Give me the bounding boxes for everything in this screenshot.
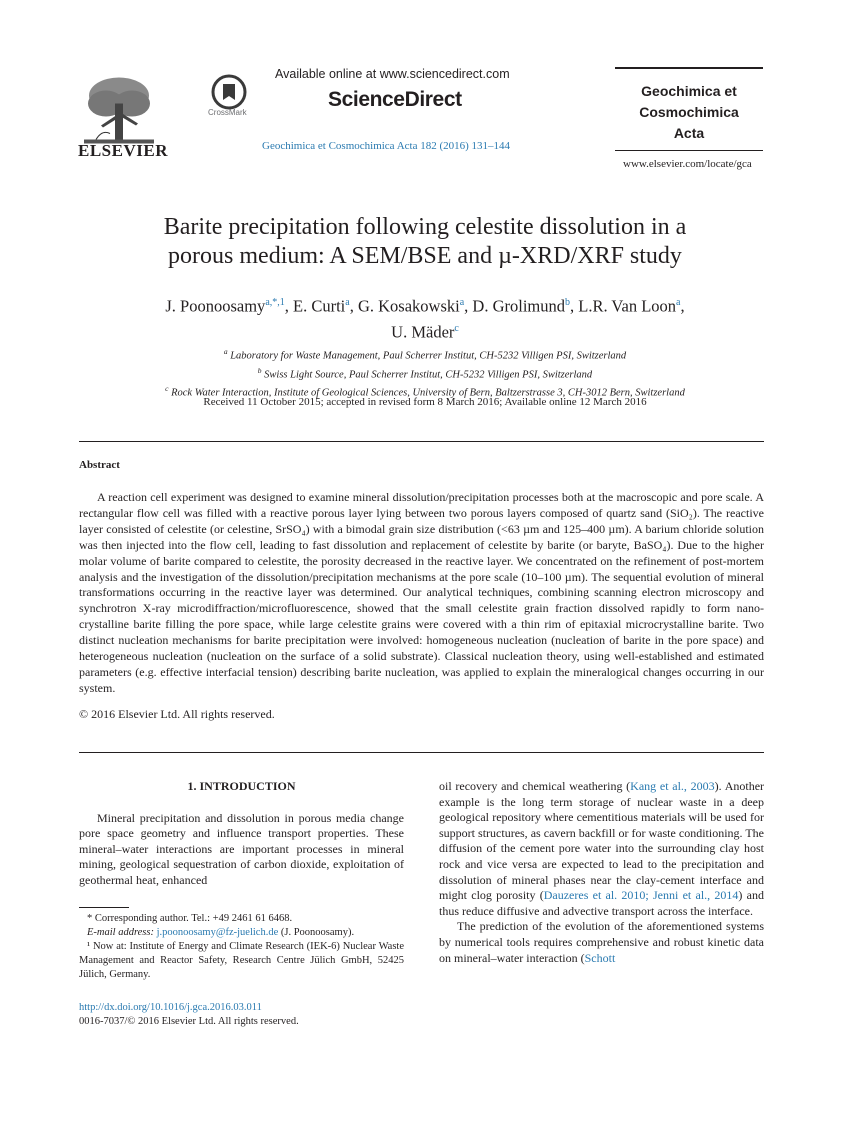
affiliation-marker: b [257, 365, 262, 375]
author-name: L.R. Van Loon [578, 296, 677, 316]
author-affiliation-marker[interactable]: a [676, 297, 681, 308]
author-name: U. Mäder [391, 322, 455, 341]
abstract-text: A reaction cell experiment was designed to examine mineral dissolution/precipitation processes both at the macroscopic and pore scale. A rectangular flow cell was filled with a reactive porous layer lying between two porous layers composed of quartz sand (SiO₂). The reactive layer consisted of celestite (or celestine, SrSO₄) with a bimodal grain size distribution (<63 µm and 125–400 µm). A barium chloride solution was then injected into the flow cell, leading to fast dissolution and replacement of celestite by barite (or baryte, BaSO₄). Due to the higher molar volume of barite compared to celestite, the porosity decreased in the reactive layer. We concentrated on the refinement of post-mortem analysis and the investigation of the dissolution/precipitation mechanisms at the pore scale (10–100 µm). The sequential evolution of mineral transformations occurring in the reactive layer was determined. Our analytical techniques, combining scanning electron microscopy and synchrotron X-ray microdiffraction/microfluorescence, showed that the small celestite grain fraction dissolved rapidly to form nano-crystalline barite filling the pore space, while large celestite grains were covered with a thin rim of epitaxial microcrystalline barite. Two distinct nucleation mechanisms for barite precipitation were involved: homogeneous nucleation (nucleation of barite in the pore space) and heterogeneous nucleation (nucleation on the surface of a solid substrate). Classical nucleation theory, using well-established and estimated parameters (e.g. effective interfacial tension) describing barite nucleation, was applied to explain the mineralogical changes occurring in our system. [79, 490, 764, 695]
abstract-heading: Abstract [79, 459, 120, 471]
author-affiliation-marker[interactable]: a [459, 297, 465, 308]
paragraph-text: The prediction of the evolution of the aforementioned systems by numerical tools requires comprehensive and robust kinetic data on mineral–water interaction ( [439, 919, 764, 965]
journal-title-box [615, 67, 763, 144]
paragraph-text: ). Another example is the long term storage of nuclear waste in a deep geological repository where cementitious materials will be used for support structures, as cavern backfill or for waste conditioning. The diffusion of the cement pore water into the surrounding clay host rock and vice versa are expected to lead to the precipitation and dissolution of mineral phases near the clay-cement interface and might clog porosity ( [439, 779, 765, 903]
affiliation-list [60, 345, 790, 401]
title-line-1: Barite precipitation following celestite dissolution in a [163, 214, 687, 240]
author-name: J. Poonoosamy [165, 296, 266, 316]
affiliation-text: Rock Water Interaction, Institute of Geological Sciences, University of Bern, Baltzerstrasse 3, CH-3012 Bern, Switzerland [171, 387, 685, 399]
paragraph-text: ) and thus reduce diffusive and advective transport across the interface. [439, 888, 764, 918]
publisher-wordmark: ELSEVIER [78, 141, 168, 160]
journal-name-line-1: Geochimica et [641, 83, 737, 99]
journal-reference-link[interactable]: Geochimica et Cosmochimica Acta 182 (2016) 131–144 [262, 140, 511, 152]
author-list [60, 292, 790, 343]
footnote-rule [79, 907, 129, 908]
doi-link[interactable]: http://dx.doi.org/10.1016/j.gca.2016.03.011 [79, 1002, 262, 1013]
present-address-note: ¹ Now at: Institute of Energy and Climate Research (IEK-6) Nuclear Waste Management and Reactor Safety, Research Centre Jülich GmbH, 52425 Jülich, Germany. [79, 941, 404, 980]
available-online-text: Available online at www.sciencedirect.com [275, 67, 510, 81]
email-owner: (J. Poonoosamy). [278, 927, 355, 938]
author-separator: , [570, 296, 579, 316]
crossmark-label: CrossMark [208, 108, 247, 117]
intro-paragraph-1: Mineral precipitation and dissolution in porous media change pore space geometry and influence transport properties. These mineral–water interactions are important processes in mineral mining, geological sequestration of carbon dioxide, exploitation of geothermal heat, enhanced [79, 810, 404, 887]
author-separator: , [284, 296, 294, 316]
author-affiliation-marker[interactable]: b [565, 297, 571, 308]
email-link[interactable]: j.poonoosamy@fz-juelich.de [156, 927, 279, 938]
abstract-bottom-rule [79, 752, 764, 753]
author-name: G. Kosakowski [357, 296, 460, 316]
citation-link[interactable]: Schott [584, 950, 616, 965]
affiliation-marker: a [223, 347, 228, 356]
title-line-2: porous medium: A SEM/BSE and µ-XRD/XRF study [168, 243, 682, 269]
abstract-copyright: © 2016 Elsevier Ltd. All rights reserved. [79, 707, 275, 721]
journal-homepage-url[interactable]: www.elsevier.com/locate/gca [623, 158, 752, 170]
citation-link[interactable]: Dauzeres et al. 2010; Jenni et al., 2014 [543, 888, 739, 903]
citation-link[interactable]: Kang et al., 2003 [630, 779, 715, 793]
author-name: E. Curti [293, 296, 346, 316]
affiliation-item [60, 364, 790, 383]
received-dates: Received 11 October 2015; accepted in revised form 8 March 2016; Available online 12 March 2016 [203, 396, 647, 408]
journal-name-line-3: Acta [673, 125, 705, 141]
author-separator: , [349, 296, 358, 316]
section-heading: 1. INTRODUCTION [187, 779, 296, 793]
affiliation-item [60, 345, 790, 364]
author-affiliation-marker[interactable]: a,*,1 [265, 297, 285, 308]
author-separator: , [680, 296, 685, 316]
intro-paragraph-continued [439, 779, 764, 919]
affiliation-marker: c [165, 384, 169, 393]
journal-box-divider [615, 150, 763, 151]
abstract-top-rule [79, 441, 764, 442]
author-affiliation-marker[interactable]: c [454, 322, 459, 334]
journal-name-line-2: Cosmochimica [639, 104, 739, 120]
corresponding-author-note: * Corresponding author. Tel.: +49 2461 61 6468. [87, 913, 293, 924]
left-column [79, 779, 404, 889]
author-name: D. Grolimund [472, 296, 566, 316]
author-affiliation-marker[interactable]: a [345, 297, 350, 308]
affiliation-text: Swiss Light Source, Paul Scherrer Institut, CH-5232 Villigen PSI, Switzerland [264, 369, 593, 380]
footnotes [79, 912, 404, 982]
issn-copyright: 0016-7037/© 2016 Elsevier Ltd. All rights reserved. [79, 1016, 299, 1027]
affiliation-text: Laboratory for Waste Management, Paul Scherrer Institut, CH-5232 Villigen PSI, Switzerland [230, 350, 627, 362]
author-separator: , [464, 296, 473, 316]
sciencedirect-logo[interactable]: ScienceDirect [328, 88, 462, 111]
email-label: E-mail address: [87, 927, 157, 938]
article-title [80, 213, 770, 271]
email-note [79, 926, 404, 940]
right-column [439, 779, 764, 966]
intro-paragraph-2 [439, 919, 764, 966]
paragraph-text: oil recovery and chemical weathering ( [439, 779, 631, 793]
doi-block [79, 1001, 299, 1029]
